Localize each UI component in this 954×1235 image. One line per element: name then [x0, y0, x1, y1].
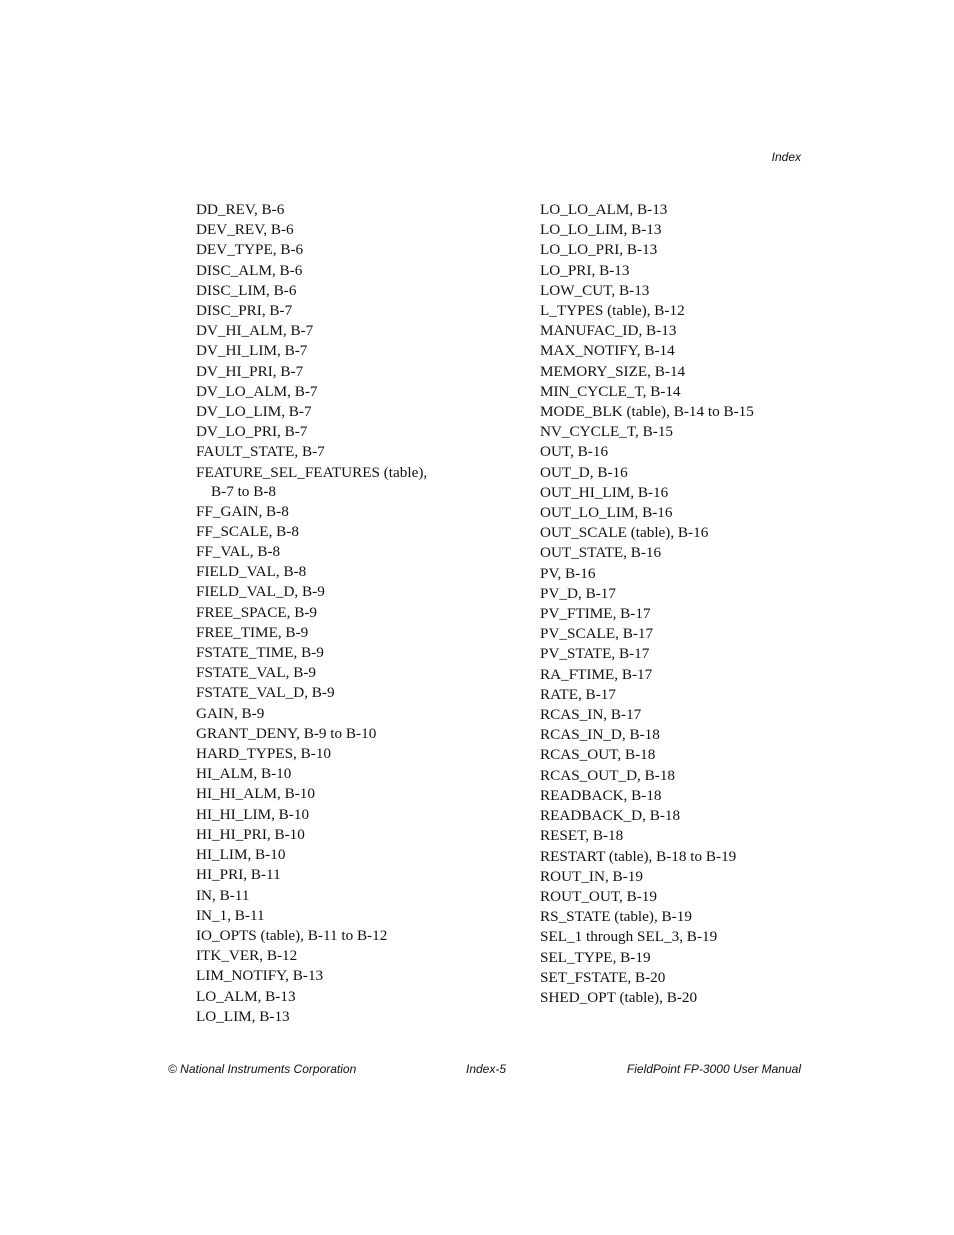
index-entry: LO_LO_PRI, B-13 [540, 241, 658, 259]
index-entry: HI_HI_LIM, B-10 [196, 805, 310, 823]
index-entry: LO_LO_LIM, B-13 [540, 221, 662, 239]
index-entry: L_TYPES (table), B-12 [540, 302, 685, 320]
index-entry: FIELD_VAL_D, B-9 [196, 583, 325, 601]
index-entry: MEMORY_SIZE, B-14 [540, 362, 686, 380]
index-entry: NV_CYCLE_T, B-15 [540, 423, 674, 441]
index-entry: FSTATE_VAL_D, B-9 [196, 684, 335, 702]
index-entry: HI_HI_PRI, B-10 [196, 825, 305, 843]
index-entry: RCAS_IN, B-17 [540, 706, 642, 724]
index-entry: IN, B-11 [196, 886, 250, 904]
index-entry: HI_ALM, B-10 [196, 765, 292, 783]
index-entry: OUT_D, B-16 [540, 463, 628, 481]
index-entry: DD_REV, B-6 [196, 201, 285, 218]
index-entry: ROUT_IN, B-19 [540, 867, 643, 885]
index-entry: RCAS_IN_D, B-18 [540, 726, 660, 744]
index-entry: DV_LO_LIM, B-7 [196, 403, 312, 421]
index-entry: LO_PRI, B-13 [540, 261, 630, 279]
index-entry: READBACK, B-18 [540, 786, 662, 804]
index-entry: PV_STATE, B-17 [540, 645, 650, 663]
index-entry: FF_GAIN, B-8 [196, 502, 289, 520]
index-entry: RA_FTIME, B-17 [540, 665, 653, 683]
index-entry: DEV_REV, B-6 [196, 221, 294, 239]
index-entry: DV_HI_PRI, B-7 [196, 362, 304, 380]
index-entry: FAULT_STATE, B-7 [196, 443, 325, 461]
index-entry: FSTATE_VAL, B-9 [196, 664, 317, 682]
index-entry: OUT_SCALE (table), B-16 [540, 524, 709, 542]
index-entry: DISC_PRI, B-7 [196, 302, 293, 320]
index-entry: PV_D, B-17 [540, 584, 616, 602]
index-entry: LO_LIM, B-13 [196, 1007, 290, 1025]
index-entry: DISC_ALM, B-6 [196, 261, 303, 279]
index-entry: LO_LO_ALM, B-13 [540, 201, 668, 218]
index-entry: MODE_BLK (table), B-14 to B-15 [540, 403, 754, 421]
index-column-left [196, 200, 516, 1027]
index-entry: HARD_TYPES, B-10 [196, 745, 332, 763]
index-entry: FF_SCALE, B-8 [196, 522, 299, 540]
index-entry: RATE, B-17 [540, 685, 616, 703]
index-entry: DISC_LIM, B-6 [196, 281, 297, 299]
index-entry: RCAS_OUT, B-18 [540, 746, 656, 764]
index-entry: DV_LO_PRI, B-7 [196, 423, 308, 441]
index-entry: HI_LIM, B-10 [196, 846, 286, 864]
index-entry: MIN_CYCLE_T, B-14 [540, 382, 681, 400]
index-entry: FIELD_VAL, B-8 [196, 563, 307, 581]
index-entry: ROUT_OUT, B-19 [540, 887, 657, 905]
index-entry: DV_HI_LIM, B-7 [196, 342, 308, 360]
index-entry: FF_VAL, B-8 [196, 543, 281, 561]
index-entry: DV_LO_ALM, B-7 [196, 382, 318, 400]
index-entry: OUT, B-16 [540, 443, 609, 461]
index-entry: RS_STATE (table), B-19 [540, 908, 692, 926]
index-entry: FSTATE_TIME, B-9 [196, 644, 324, 662]
index-entry: SEL_1 through SEL_3, B-19 [540, 928, 718, 946]
index-entry: RESTART (table), B-18 to B-19 [540, 847, 737, 865]
index-entry: SET_FSTATE, B-20 [540, 968, 666, 986]
footer-copyright: © National Instruments Corporation [168, 1062, 357, 1076]
index-entry: HI_PRI, B-11 [196, 866, 281, 884]
index-entry: DV_HI_ALM, B-7 [196, 322, 314, 340]
index-entry: DEV_TYPE, B-6 [196, 241, 304, 259]
index-entry: LO_ALM, B-13 [196, 987, 296, 1005]
index-entry: OUT_STATE, B-16 [540, 544, 662, 562]
index-entry: FREE_SPACE, B-9 [196, 603, 317, 621]
index-entry: PV_FTIME, B-17 [540, 605, 651, 623]
running-head: Index [771, 150, 801, 164]
index-entry: IO_OPTS (table), B-11 to B-12 [196, 926, 388, 944]
index-entry: MAX_NOTIFY, B-14 [540, 342, 675, 360]
index-entry: READBACK_D, B-18 [540, 807, 681, 825]
index-entry: LOW_CUT, B-13 [540, 281, 650, 299]
index-entry: LIM_NOTIFY, B-13 [196, 967, 324, 985]
index-entry: OUT_LO_LIM, B-16 [540, 504, 673, 522]
index-entry: SEL_TYPE, B-19 [540, 948, 651, 966]
index-entry: IN_1, B-11 [196, 906, 265, 924]
footer-manual-title: FieldPoint FP-3000 User Manual [626, 1062, 801, 1076]
index-entry: OUT_HI_LIM, B-16 [540, 483, 669, 501]
index-entry: FREE_TIME, B-9 [196, 623, 309, 641]
index-entry: PV_SCALE, B-17 [540, 625, 654, 643]
index-entry: PV, B-16 [540, 564, 596, 582]
index-entry: GAIN, B-9 [196, 704, 265, 722]
index-entry: FEATURE_SEL_FEATURES (table), B-7 to B-8 [196, 463, 428, 501]
index-entry: MANUFAC_ID, B-13 [540, 322, 677, 340]
index-entry: ITK_VER, B-12 [196, 947, 298, 965]
index-entry: HI_HI_ALM, B-10 [196, 785, 315, 803]
footer-page-number: Index-5 [466, 1062, 507, 1076]
index-entry: RCAS_OUT_D, B-18 [540, 766, 676, 784]
index-entry: SHED_OPT (table), B-20 [540, 988, 698, 1006]
index-entry: RESET, B-18 [540, 827, 624, 845]
index-column-right [540, 200, 840, 1008]
index-entry: GRANT_DENY, B-9 to B-10 [196, 724, 377, 742]
